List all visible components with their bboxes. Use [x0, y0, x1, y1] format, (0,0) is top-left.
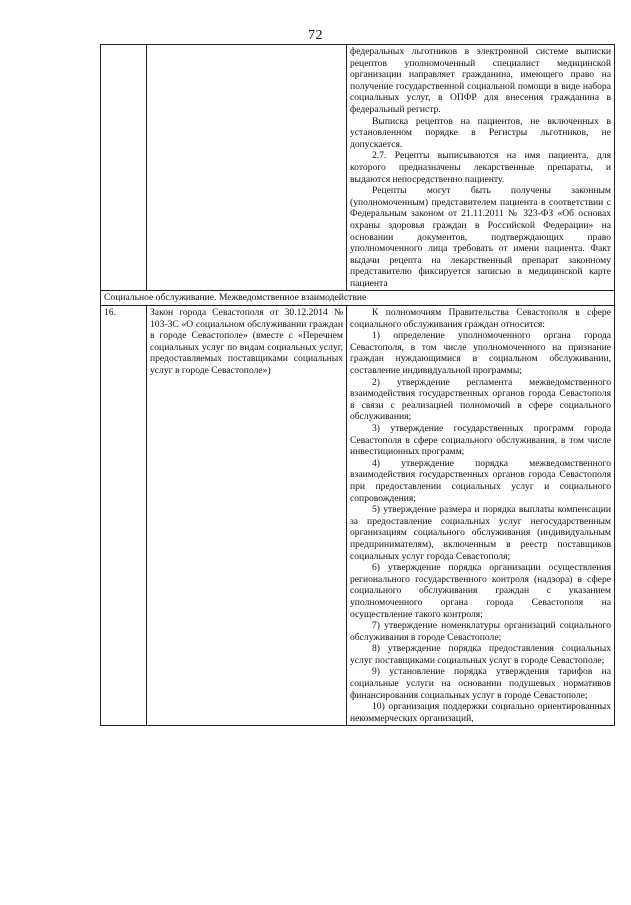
table-row-continuation — [101, 45, 615, 291]
law-reference: Закон города Севастополя от 30.12.2014 № 103-ЗС «О социальном обслуживании граждан в городе Севастополе» (вместе с «Перечнем социальных услуг по видам социальных услуг, предоставляемых поставщиками социальных услуг в городе Севастополе») — [147, 306, 347, 726]
powers-paragraph: 2) утверждение регламента межведомственного взаимодействия государственных органов города Севастополя в связи с реализацией полномочий в сфере социального обслуживания; — [350, 376, 611, 423]
continuation-paragraph: федеральных льготников в электронной системе выписки рецептов уполномоченный специалист медицинской организации направляет гражданина, имеющего право на получение государственной социальной помощи в виде набора социальных услуг, в ОПФР для внесения гражданина в федеральный регистр. — [350, 46, 611, 115]
law-cell-empty — [147, 45, 347, 291]
table-row-16 — [101, 306, 615, 726]
continuation-cell — [347, 45, 615, 291]
section-heading: Социальное обслуживание. Межведомственное взаимодействие — [101, 291, 615, 306]
powers-paragraph: 1) определение уполномоченного органа города Севастополя, в том числе уполномоченного на признание граждан нуждающимися в социальном обслуживании, составление индивидуальной программы; — [350, 330, 611, 377]
row-number: 16. — [101, 306, 147, 726]
continuation-paragraph: Выписка рецептов на пациентов, не включенных в установленном порядке в Регистры льготников, не допускается. — [350, 115, 611, 150]
powers-paragraph: 5) утверждение размера и порядка выплаты компенсации за предоставление социальных услуг негосударственным организациям социального обслуживания (индивидуальным предпринимателям), включенным в реестр поставщиков социальных услуг города Севастополя; — [350, 504, 611, 562]
powers-cell — [347, 306, 615, 726]
legal-table — [100, 44, 615, 726]
powers-paragraph: К полномочиям Правительства Севастополя в сфере социального обслуживания граждан относится: — [350, 307, 611, 330]
powers-paragraph: 3) утверждение государственных программ города Севастополя в сфере социального обслуживания, в том числе инвестиционных программ; — [350, 423, 611, 458]
table-row-section-heading — [101, 291, 615, 306]
powers-paragraph: 4) утверждение порядка межведомственного взаимодействия государственных органов города Севастополя при предоставлении социальных услуг и социального сопровождения; — [350, 457, 611, 504]
powers-paragraph: 8) утверждение порядка предоставления социальных услуг поставщиками социальных услуг в городе Севастополе; — [350, 643, 611, 666]
continuation-paragraph: 2.7. Рецепты выписываются на имя пациента, для которого предназначены лекарственные препараты, и выдаются непосредственно пациенту. — [350, 150, 611, 185]
powers-paragraph: 9) установление порядка утверждения тарифов на социальные услуги на основании подушевых нормативов финансирования социальных услуг в городе Севастополе; — [350, 666, 611, 701]
page-number: 72 — [308, 28, 323, 43]
powers-paragraph: 10) организация поддержки социально ориентированных некоммерческих организаций, — [350, 701, 611, 724]
number-cell-empty — [101, 45, 147, 291]
powers-paragraph: 6) утверждение порядка организации осуществления регионального государственного контроля (надзора) в сфере социального обслуживания граждан с указанием уполномоченного органа города Севастополя на осуществление такого контроля; — [350, 562, 611, 620]
powers-paragraph: 7) утверждение номенклатуры организаций социального обслуживания в городе Севастополе; — [350, 620, 611, 643]
continuation-paragraph: Рецепты могут быть получены законным (уполномоченным) представителем пациента в соответствии с Федеральным законом от 21.11.2011 № 323-ФЗ «Об основах охраны здоровья граждан в Российской Федерации» на основании документов, подтверждающих право уполномоченного лица требовать от имени пациента. Факт выдачи рецепта на лекарственный препарат законному представителю фиксируется записью в медицинской карте пациента — [350, 185, 611, 289]
